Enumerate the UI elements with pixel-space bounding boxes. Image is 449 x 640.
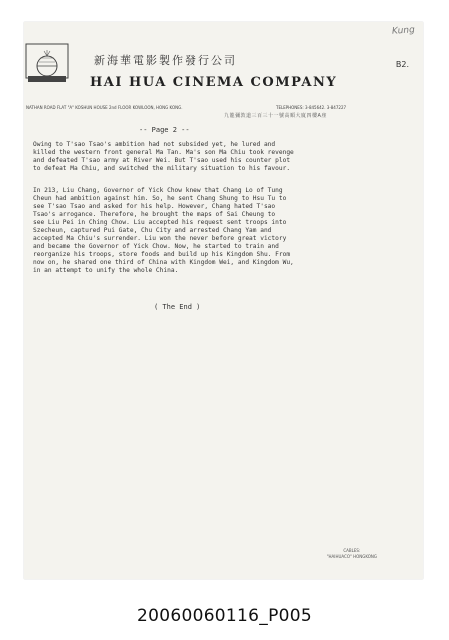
company-name: HAI HUA CINEMA COMPANY <box>90 75 338 90</box>
cables-address: "HAIHUACO" HONGKONG <box>326 554 377 559</box>
page-label: -- Page 2 -- <box>139 126 190 134</box>
company-telephones: TELEPHONES: 3-845642. 3-847227 <box>276 105 347 110</box>
the-end-marker: ( The End ) <box>154 303 201 311</box>
cables-footer <box>327 548 377 560</box>
company-chinese-name: 新海華電影製作發行公司 <box>94 54 237 67</box>
company-logo-icon <box>24 40 70 86</box>
company-address: NATHAN ROAD FLAT "A" KOSHUN HOUSE 2nd FLOOR KOWLOON, HONG KONG. <box>26 105 183 110</box>
reference-number: B2. <box>395 60 409 69</box>
cables-label: CABLES: <box>343 548 361 553</box>
archive-caption: 20060060116_P005 <box>137 606 312 626</box>
document-page <box>24 22 423 579</box>
paragraph-2: In 213, Liu Chang, Governor of Yick Chow knew that Chang Lo of Tung Cheun had ambition against him. So, he sent Chang Shung to Hsu Tu to see T'sao Tsao and asked for his help. However, Chang hated T'sao Tsao's arrogance. Therefore, he brought the maps of Sai Cheung to see Liu Pei in Ching Chow. Liu accepted his request sent troops into Szecheun, captured Pui Gate, Chu City and arrested Chang Yam and accepted Ma Chiu's surrender. Liu won the never before great victory and became the Governor of Yick Chow. Now, he started to train and reorganize his troops, store foods and build up his Kingdom Shu. From now on, he shared one third of China with Kingdom Wei, and Kingdom Wu, in an attempt to unify the whole China. <box>33 187 294 274</box>
handwritten-note: Kung <box>391 25 416 37</box>
paragraph-1: Owing to T'sao Tsao's ambition had not subsided yet, he lured and killed the western front general Ma Tan. Ma's son Ma Chiu took revenge and defeated T'sao army at River Wei. But T'sao used his counter plot to defeat Ma Chiu, and switched the military situation to his favour. <box>33 141 294 172</box>
company-chinese-address: 九龍彌敦道三百三十一號高順大廈四樓A座 <box>224 113 327 119</box>
